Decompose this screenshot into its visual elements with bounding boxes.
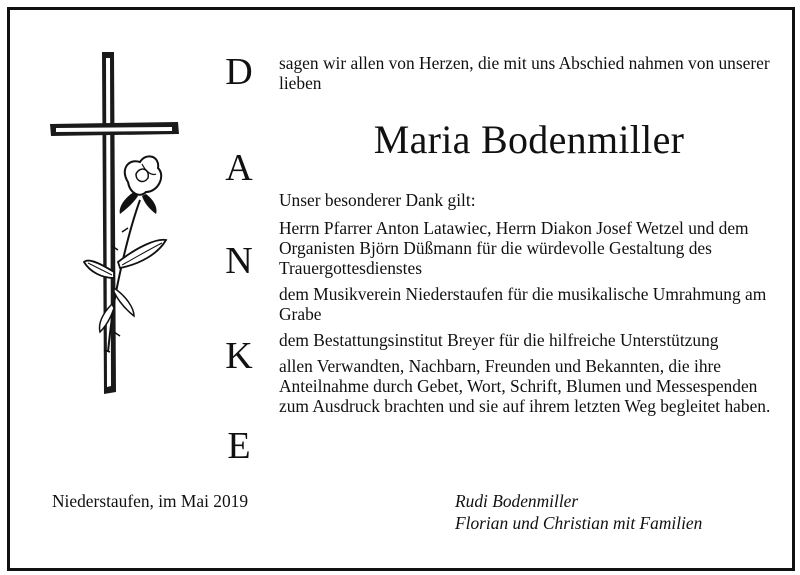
thanks-item: Herrn Pfarrer Anton Latawiec, Herrn Diakon Josef Wetzel und dem Organisten Björn Düßmann für die würdevolle Gestaltung des Trauergottesdienstes (279, 218, 749, 278)
signatures (455, 490, 702, 534)
thanks-heading: Unser besonderer Dank gilt: (279, 190, 476, 210)
danke-letter-d: D (225, 51, 253, 93)
thanks-section (279, 190, 779, 422)
danke-letter-e: E (227, 425, 251, 467)
signature-line: Florian und Christian mit Familien (455, 513, 703, 533)
deceased-name: Maria Bodenmiller (373, 117, 685, 162)
cross-with-rose-icon (48, 52, 188, 397)
danke-letter-a: A (225, 147, 253, 189)
signature-line: Rudi Bodenmiller (455, 491, 579, 511)
danke-letter-n: N (225, 240, 253, 282)
thanks-item: dem Musikverein Niederstaufen für die musikalische Umrahmung am Grabe (279, 284, 767, 324)
thanks-item: allen Verwandten, Nachbarn, Freunden und Bekannten, die ihre Anteilnahme durch Gebet, Wort, Schrift, Blumen und Messespenden zum Ausdruck brachten und sie auf ihrem letzten Weg begleitet haben. (279, 356, 771, 416)
intro-text: sagen wir allen von Herzen, die mit uns Abschied nahmen von unserer lieben (279, 53, 770, 93)
place-date: Niederstaufen, im Mai 2019 (52, 491, 249, 511)
danke-letter-k: K (225, 335, 253, 377)
thanks-item: dem Bestattungsinstitut Breyer für die hilfreiche Unterstützung (279, 330, 719, 350)
